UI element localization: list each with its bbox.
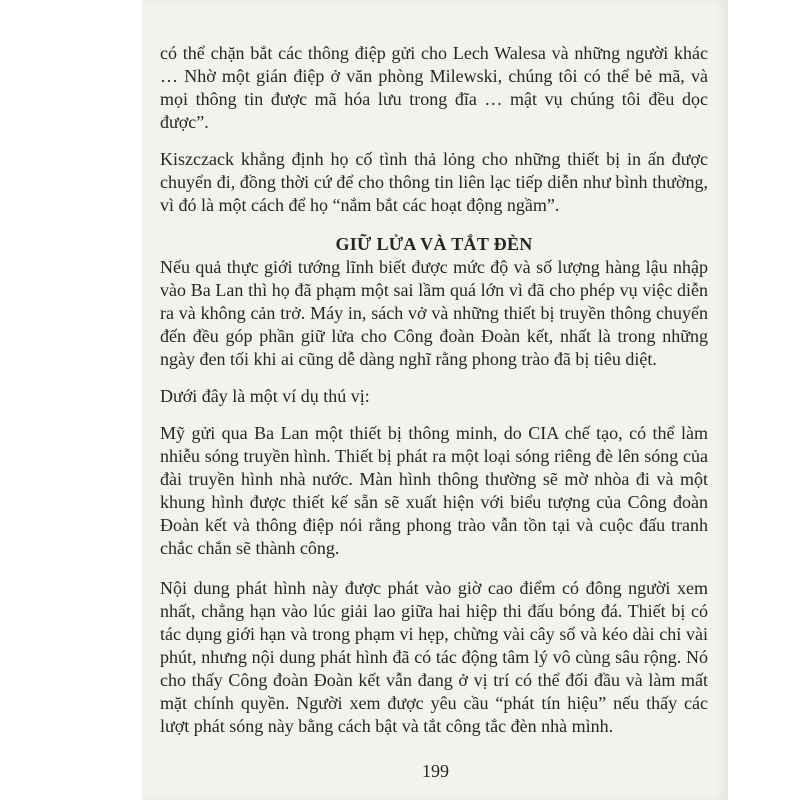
paragraph-3: Nếu quả thực giới tướng lĩnh biết được mức độ và số lượng hàng lậu nhập vào Ba Lan thì họ đã phạm một sai lầm quá lớn vì đã cho phép vụ việc diễn ra và không cản trở. Máy in, sách vở và những thiết bị truyền thông chuyển đến đều góp phần giữ lửa cho Công đoàn Đoàn kết, nhất là trong những ngày đen tối khi ai cũng dễ dàng nghĩ rằng phong trào đã bị tiêu diệt. [160,257,708,369]
paragraph-4: Dưới đây là một ví dụ thú vị: [160,386,370,406]
paragraph-2: Kiszczack khẳng định họ cố tình thả lỏng cho những thiết bị in ấn được chuyển đi, đồng thời cứ để cho thông tin liên lạc tiếp diễn như bình thường, vì đó là một cách để họ “nắm bắt các hoạt động ngầm”. [160,149,708,215]
paragraph-1: có thể chặn bắt các thông điệp gửi cho Lech Walesa và những người khác … Nhờ một gián điệp ở văn phòng Milewski, chúng tôi có thể bẻ mã, và mọi thông tin được mã hóa lưu trong đĩa … mật vụ chúng tôi đều dọc được”. [160,43,708,132]
page-number: 199 [422,761,449,781]
paragraph-5: Mỹ gửi qua Ba Lan một thiết bị thông minh, do CIA chế tạo, có thể làm nhiễu sóng truyền hình. Thiết bị phát ra một loại sóng riêng đè lên sóng của đài truyền hình nhà nước. Màn hình thông thường sẽ mờ nhòa đi và một khung hình được thiết kế sẵn sẽ xuất hiện với biểu tượng của Công đoàn Đoàn kết và thông điệp nói rằng phong trào vẫn tồn tại và cuộc đấu tranh chắc chắn sẽ thành công. [160,423,708,558]
section-heading: GIỮ LỬA VÀ TẮT ĐÈN [335,234,533,254]
page-body [160,42,708,738]
paragraph-6: Nội dung phát hình này được phát vào giờ cao điểm có đông người xem nhất, chẳng hạn vào lúc giải lao giữa hai hiệp thi đấu bóng đá. Thiết bị có tác dụng giới hạn và trong phạm vi hẹp, chừng vài cây số và kéo dài chỉ vài phút, nhưng nội dung phát hình đã có tác động tâm lý vô cùng sâu rộng. Nó cho thấy Công đoàn Đoàn kết vẫn đang ở vị trí có thể đối đầu và làm mất mặt chính quyền. Người xem được yêu cầu “phát tín hiệu” nếu thấy các lượt phát sóng này bằng cách bật và tắt công tắc đèn nhà mình. [160,578,708,736]
